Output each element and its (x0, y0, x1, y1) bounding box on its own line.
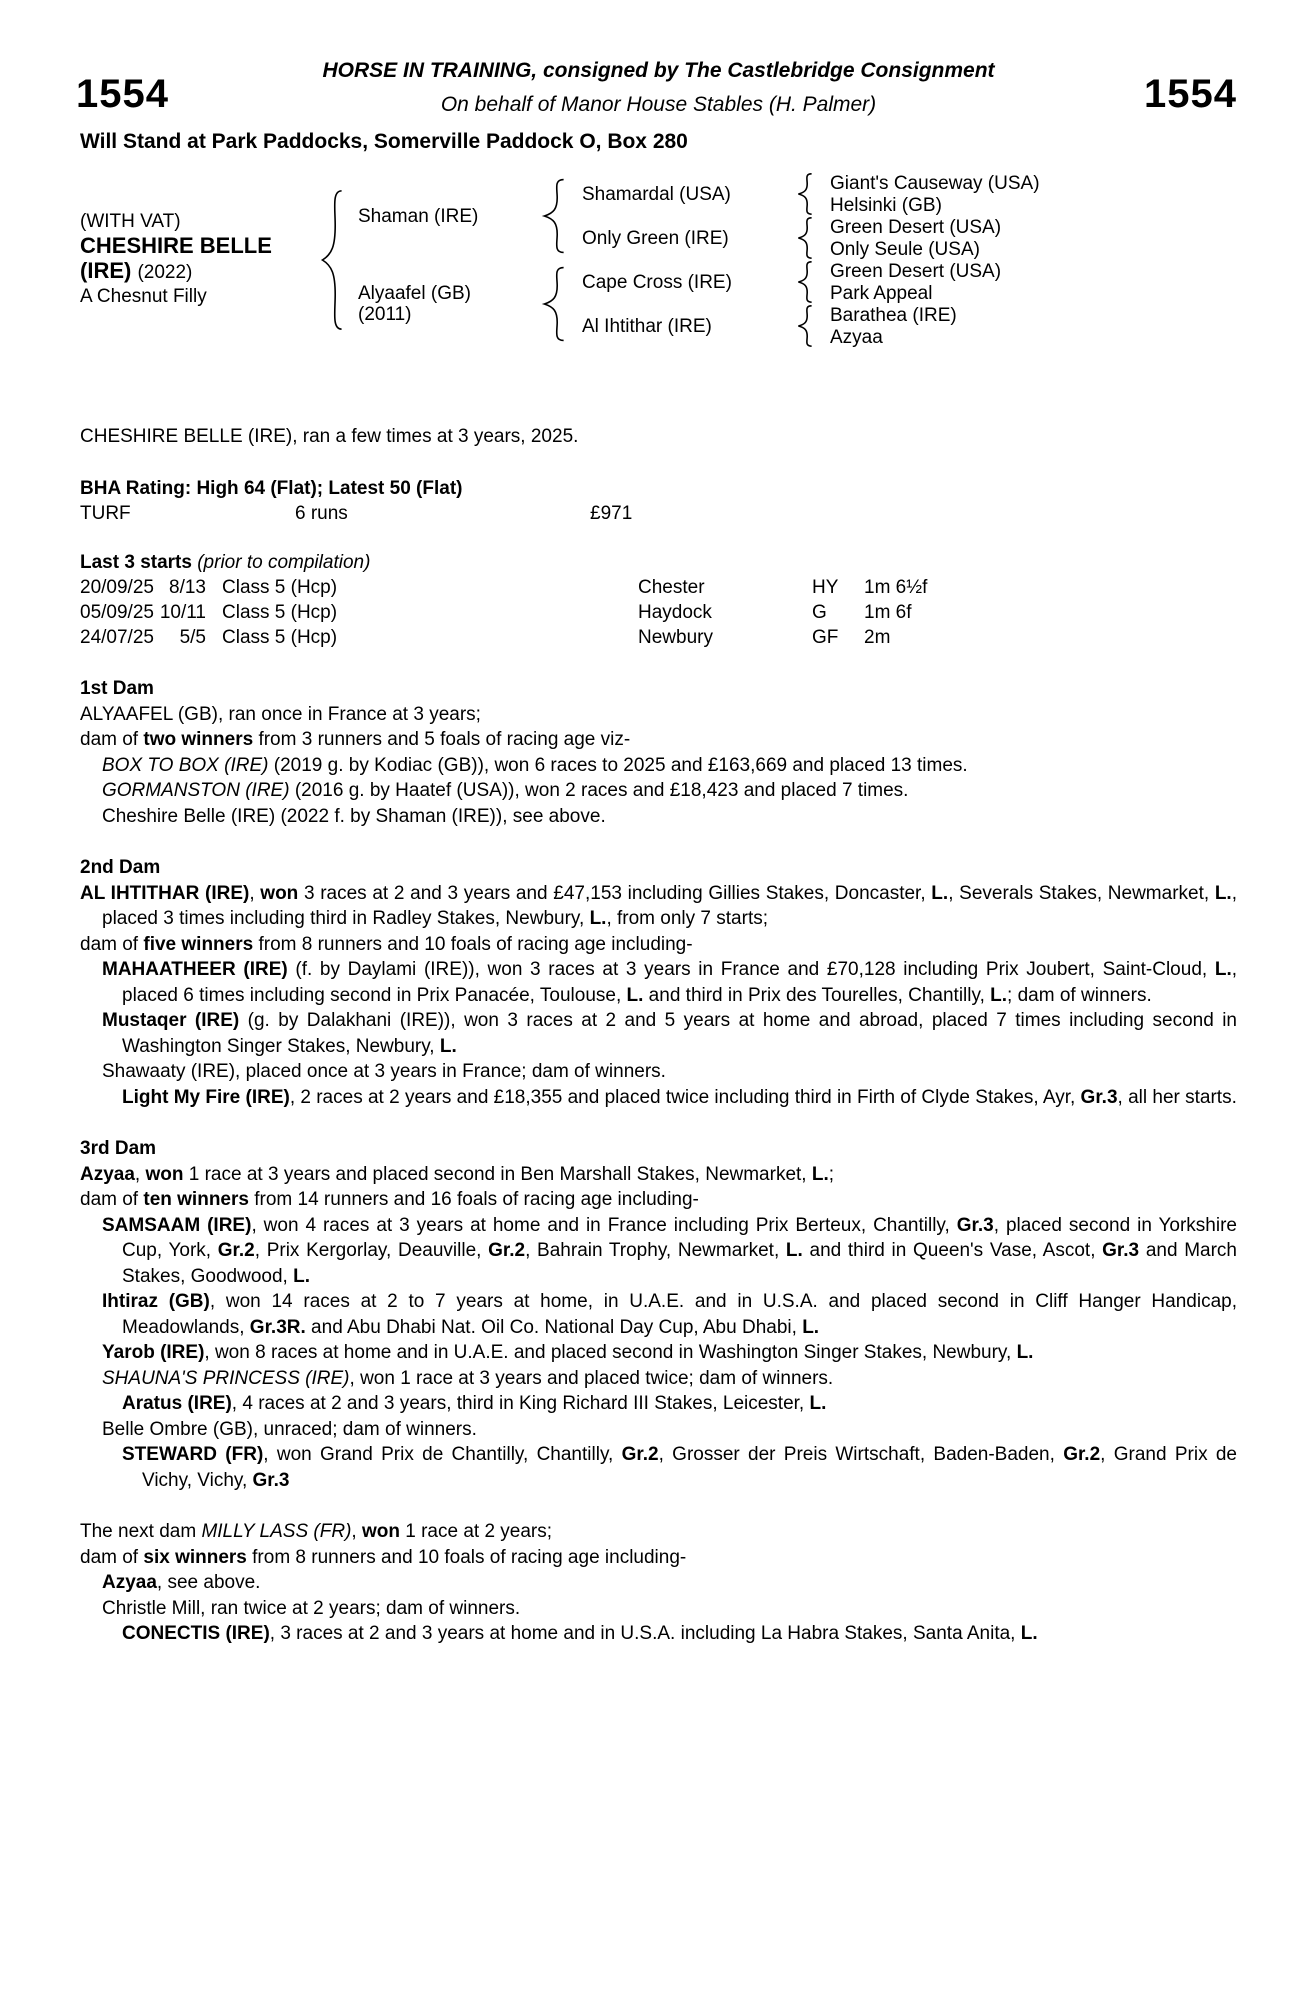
dam-produce-summary: dam of ten winners from 14 runners and 16 foals of racing age including- (80, 1189, 699, 1210)
subject-horse-block (80, 211, 312, 309)
section-2nd-dam (80, 855, 1237, 1110)
sub-offspring-entry: Aratus (IRE), 4 races at 2 and 3 years, third in King Richard III Stakes, Leicester, L. (122, 1393, 827, 1414)
great-grandparent-7: Barathea (IRE) (830, 304, 957, 326)
grandsire-paternal: Shamardal (USA) (582, 183, 731, 205)
pedigree-brace-gp2 (794, 216, 830, 260)
race-distance: 2m (864, 627, 891, 648)
race-distance: 1m 6f (864, 602, 912, 623)
great-grandparent-8: Azyaa (830, 326, 883, 348)
race-summary-note: CHESHIRE BELLE (IRE), ran a few times at 3 years, 2025. (80, 426, 579, 447)
offspring-entry: Shawaaty (IRE), placed once at 3 years in France; dam of winners. (102, 1061, 666, 1082)
surface-label: TURF (80, 503, 131, 524)
offspring-entry: Christle Mill, ran twice at 2 years; dam of winners. (102, 1597, 521, 1619)
section-next-dam (80, 1519, 1237, 1647)
granddam-paternal: Only Green (IRE) (582, 227, 729, 249)
pedigree-brace-main (312, 172, 358, 348)
offspring-entry: BOX TO BOX (IRE) (2019 g. by Kodiac (GB)), won 6 races to 2025 and £163,669 and placed 13 times. (102, 754, 968, 776)
race-position: 8/13 (169, 577, 206, 598)
subject-horse-suffix-year (80, 258, 312, 285)
dam-name-block (358, 283, 536, 325)
subject-suffix: (IRE) (80, 258, 132, 283)
stand-location-line: Will Stand at Park Paddocks, Somerville Paddock O, Box 280 (80, 130, 688, 153)
race-course: Chester (638, 577, 705, 598)
race-date: 24/07/25 (80, 627, 154, 648)
last-starts-table (80, 575, 1237, 650)
race-position: 10/11 (159, 602, 206, 623)
earnings-value: £971 (590, 503, 633, 524)
runs-count: 6 runs (295, 503, 348, 524)
dam-race-summary: The next dam MILLY LASS (FR), won 1 race at 2 years; (80, 1521, 553, 1542)
consignment-line: HORSE IN TRAINING, consigned by The Castlebridge Consignment (322, 59, 995, 82)
offspring-entry: Belle Ombre (GB), unraced; dam of winners. (102, 1418, 477, 1440)
last-starts-note: (prior to compilation) (197, 552, 371, 573)
pedigree-brace-dam (536, 260, 582, 348)
last-starts-heading (80, 550, 1237, 575)
offspring-entry: Cheshire Belle (IRE) (2022 f. by Shaman (IRE)), see above. (102, 805, 606, 827)
sub-offspring-entry: STEWARD (FR), won Grand Prix de Chantilly, Chantilly, Gr.2, Grosser der Preis Wirtschaft, Baden-Baden, Gr.2, Grand Prix de Vichy, Vichy, Gr.3 (122, 1444, 1237, 1491)
section-heading: 2nd Dam (80, 857, 161, 878)
subject-description: A Chesnut Filly (80, 286, 207, 307)
race-course: Haydock (638, 602, 712, 623)
dam-race-summary: Azyaa, won 1 race at 3 years and placed second in Ben Marshall Stakes, Newmarket, L.; (80, 1163, 835, 1185)
turf-summary-row (80, 501, 1237, 526)
grandsire-maternal: Cape Cross (IRE) (582, 271, 732, 293)
offspring-entry: Ihtiraz (GB), won 14 races at 2 to 7 years at home, in U.A.E. and in U.S.A. and placed second in Cliff Hanger Handicap, Meadowlands, Gr.3R. and Abu Dhabi Nat. Oil Co. National Day Cup, Abu Dhabi, L. (102, 1291, 1237, 1338)
great-grandparent-5: Green Desert (USA) (830, 260, 1002, 282)
pedigree-table (80, 172, 1237, 348)
sire-name: Shaman (IRE) (358, 205, 479, 227)
dam-race-summary: AL IHTITHAR (IRE), won 3 races at 2 and 3 years and £47,153 including Gillies Stakes, Doncaster, L., Severals Stakes, Newmarket, L., placed 3 times including third in Radley Stakes, Newbury, L., from only 7 starts; (80, 882, 1237, 929)
section-heading: 1st Dam (80, 678, 154, 699)
vat-note: (WITH VAT) (80, 211, 181, 232)
pedigree-brace-sire (536, 172, 582, 260)
section-heading: 3rd Dam (80, 1138, 157, 1159)
great-grandparent-6: Park Appeal (830, 282, 933, 304)
section-1st-dam (80, 676, 1237, 829)
pedigree-brace-gp1 (794, 172, 830, 216)
race-going: HY (812, 577, 839, 598)
lot-number-right: 1554 (1144, 72, 1237, 116)
subject-horse-name: CHESHIRE BELLE (80, 233, 272, 258)
race-date: 05/09/25 (80, 602, 154, 623)
dam-produce-summary: dam of five winners from 8 runners and 10 foals of racing age including- (80, 933, 693, 955)
race-row (80, 575, 1237, 600)
race-class: Class 5 (Hcp) (222, 602, 338, 623)
pedigree-brace-gp4 (794, 304, 830, 348)
on-behalf-line: On behalf of Manor House Stables (H. Palmer) (440, 93, 877, 116)
page-header (76, 58, 1237, 118)
great-grandparent-1: Giant's Causeway (USA) (830, 172, 1040, 194)
race-class: Class 5 (Hcp) (222, 577, 338, 598)
bha-rating-line: BHA Rating: High 64 (Flat); Latest 50 (Flat) (80, 478, 463, 499)
race-date: 20/09/25 (80, 577, 154, 598)
race-going: GF (812, 627, 839, 648)
lot-number-left: 1554 (76, 72, 169, 116)
race-row (80, 625, 1237, 650)
section-3rd-dam (80, 1136, 1237, 1493)
sub-offspring-entry: CONECTIS (IRE), 3 races at 2 and 3 years at home and in U.S.A. including La Habra Stakes, Santa Anita, L. (122, 1623, 1038, 1644)
race-going: G (812, 602, 827, 623)
race-distance: 1m 6½f (864, 577, 928, 598)
race-class: Class 5 (Hcp) (222, 627, 338, 648)
offspring-entry: SAMSAAM (IRE), won 4 races at 3 years at home and in France including Prix Berteux, Chantilly, Gr.3, placed second in Yorkshire Cup, York, Gr.2, Prix Kergorlay, Deauville, Gr.2, Bahrain Trophy, Newmarket, L. and third in Queen's Vase, Ascot, Gr.3 and March Stakes, Goodwood, L. (102, 1214, 1237, 1287)
granddam-maternal: Al Ihtithar (IRE) (582, 315, 712, 337)
offspring-entry: GORMANSTON (IRE) (2016 g. by Haatef (USA)), won 2 races and £18,423 and placed 7 times. (102, 780, 909, 801)
great-grandparent-2: Helsinki (GB) (830, 194, 942, 216)
offspring-entry: Mustaqer (IRE) (g. by Dalakhani (IRE)), won 3 races at 2 and 5 years at home and abroad, placed 7 times including second in Washington Singer Stakes, Newbury, L. (102, 1010, 1237, 1057)
great-grandparent-4: Only Seule (USA) (830, 238, 980, 260)
offspring-entry: Azyaa, see above. (102, 1572, 261, 1593)
offspring-entry: MAHAATHEER (IRE) (f. by Daylami (IRE)), won 3 races at 3 years in France and £70,128 including Prix Joubert, Saint-Cloud, L., placed 6 times including second in Prix Panacée, Toulouse, L. and third in Prix des Tourelles, Chantilly, L.; dam of winners. (102, 959, 1238, 1006)
dam-race-summary: ALYAAFEL (GB), ran once in France at 3 years; (80, 703, 481, 725)
dam-name: Alyaafel (GB) (358, 283, 471, 304)
sub-offspring-entry: Light My Fire (IRE), 2 races at 2 years and £18,355 and placed twice including third in Firth of Clyde Stakes, Ayr, Gr.3, all her starts. (122, 1086, 1237, 1108)
offspring-entry: Yarob (IRE), won 8 races at home and in U.A.E. and placed second in Washington Singer Stakes, Newbury, L. (102, 1342, 1034, 1363)
great-grandparent-3: Green Desert (USA) (830, 216, 1002, 238)
offspring-entry: SHAUNA'S PRINCESS (IRE), won 1 race at 3 years and placed twice; dam of winners. (102, 1367, 834, 1389)
dam-foal-year: (2011) (358, 304, 412, 325)
subject-foal-year: (2022) (137, 262, 193, 283)
pedigree-brace-gp3 (794, 260, 830, 304)
race-course: Newbury (638, 627, 713, 648)
dam-produce-summary: dam of six winners from 8 runners and 10 foals of racing age including- (80, 1546, 687, 1568)
dam-produce-summary: dam of two winners from 3 runners and 5 foals of racing age viz- (80, 729, 631, 750)
race-position: 5/5 (179, 627, 206, 648)
last-starts-label: Last 3 starts (80, 552, 192, 573)
race-row (80, 600, 1237, 625)
